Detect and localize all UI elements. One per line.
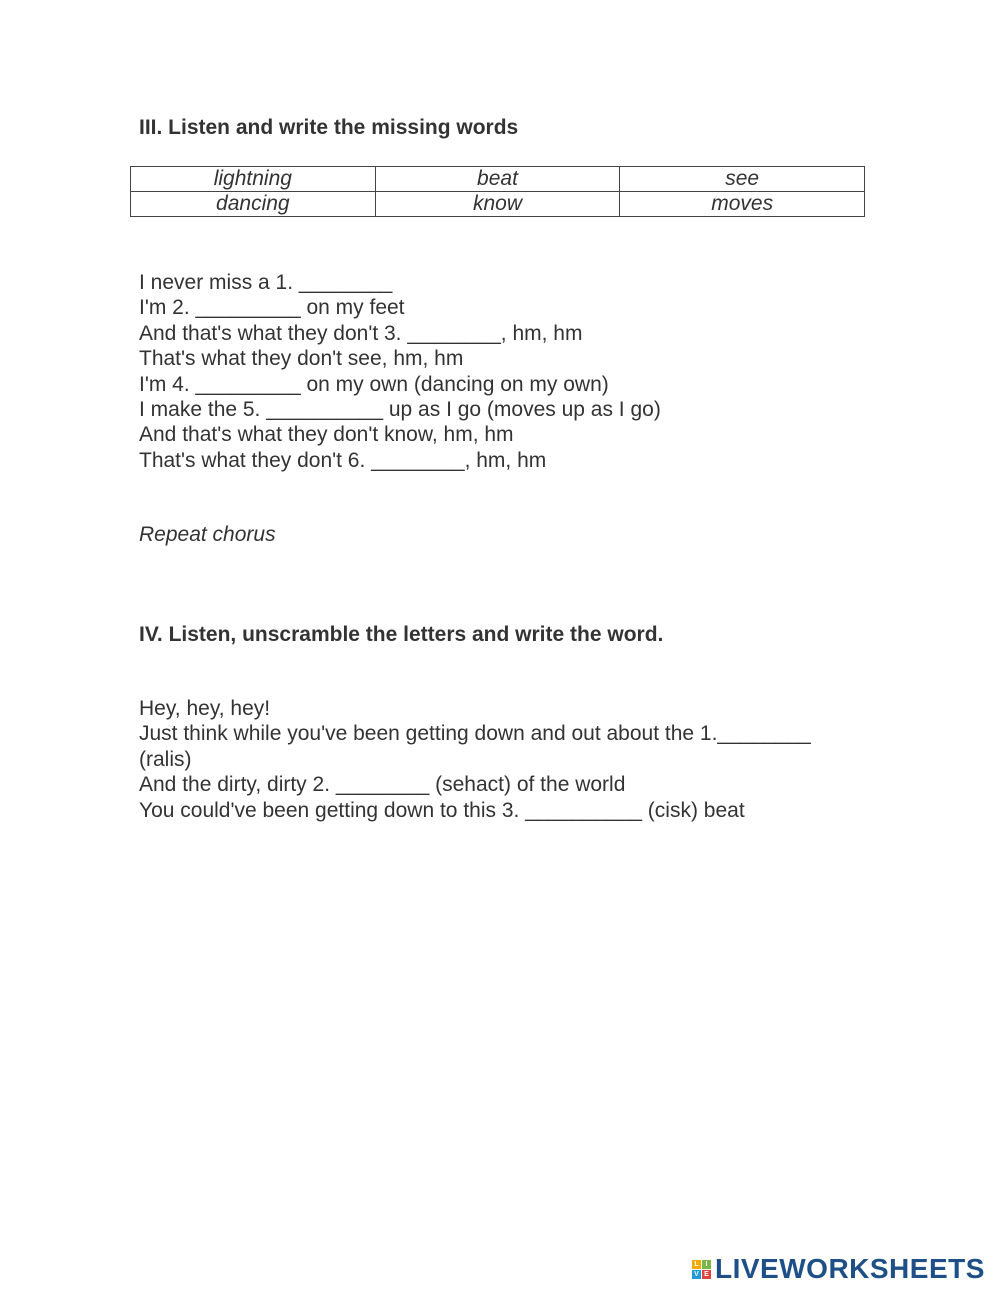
lyric-line: I never miss a 1. ________: [139, 271, 393, 294]
word-bank-table: [130, 166, 865, 217]
lyric-line: And the dirty, dirty 2. ________ (sehact) of the world: [139, 773, 626, 797]
lyric-line: I'm 4. _________ on my own (dancing on my own): [139, 372, 609, 396]
lyric-line: I make the 5. __________ up as I go (moves up as I go): [139, 398, 661, 422]
lyric-line: Hey, hey, hey!: [139, 697, 271, 720]
lyric-line: That's what they don't see, hm, hm: [139, 347, 464, 371]
logo-mark-tile: V: [692, 1270, 701, 1279]
word-bank-cell: see: [620, 167, 865, 192]
logo-mark-tile: E: [702, 1270, 711, 1279]
word-bank-cell: dancing: [131, 192, 376, 217]
word-bank-cell: know: [375, 192, 620, 217]
lyric-line: I'm 2. _________ on my feet: [139, 296, 405, 320]
word-bank-row: [131, 167, 865, 192]
lyric-line: (ralis): [139, 747, 192, 771]
section-3-lyrics: [139, 270, 661, 473]
logo-mark-icon: [692, 1260, 711, 1279]
word-bank-cell: moves: [620, 192, 865, 217]
section-4-lyrics: [139, 696, 811, 823]
repeat-chorus-note: Repeat chorus: [139, 523, 276, 546]
logo-text: LIVEWORKSHEETS: [715, 1253, 985, 1284]
word-bank-cell: lightning: [131, 167, 376, 192]
logo-mark-tile: I: [702, 1260, 711, 1269]
section-4-heading: IV. Listen, unscramble the letters and write the word.: [139, 623, 664, 646]
section-3-heading: III. Listen and write the missing words: [139, 116, 519, 139]
lyric-line: And that's what they don't 3. ________, hm, hm: [139, 321, 583, 345]
logo-mark-tile: L: [692, 1260, 701, 1269]
lyric-line: That's what they don't 6. ________, hm, hm: [139, 448, 547, 472]
word-bank-row: [131, 192, 865, 217]
lyric-line: You could've been getting down to this 3. __________ (cisk) beat: [139, 798, 745, 822]
liveworksheets-logo: [692, 1254, 985, 1284]
lyric-line: And that's what they don't know, hm, hm: [139, 423, 514, 447]
lyric-line: Just think while you've been getting down and out about the 1.________: [139, 722, 811, 746]
word-bank-cell: beat: [375, 167, 620, 192]
